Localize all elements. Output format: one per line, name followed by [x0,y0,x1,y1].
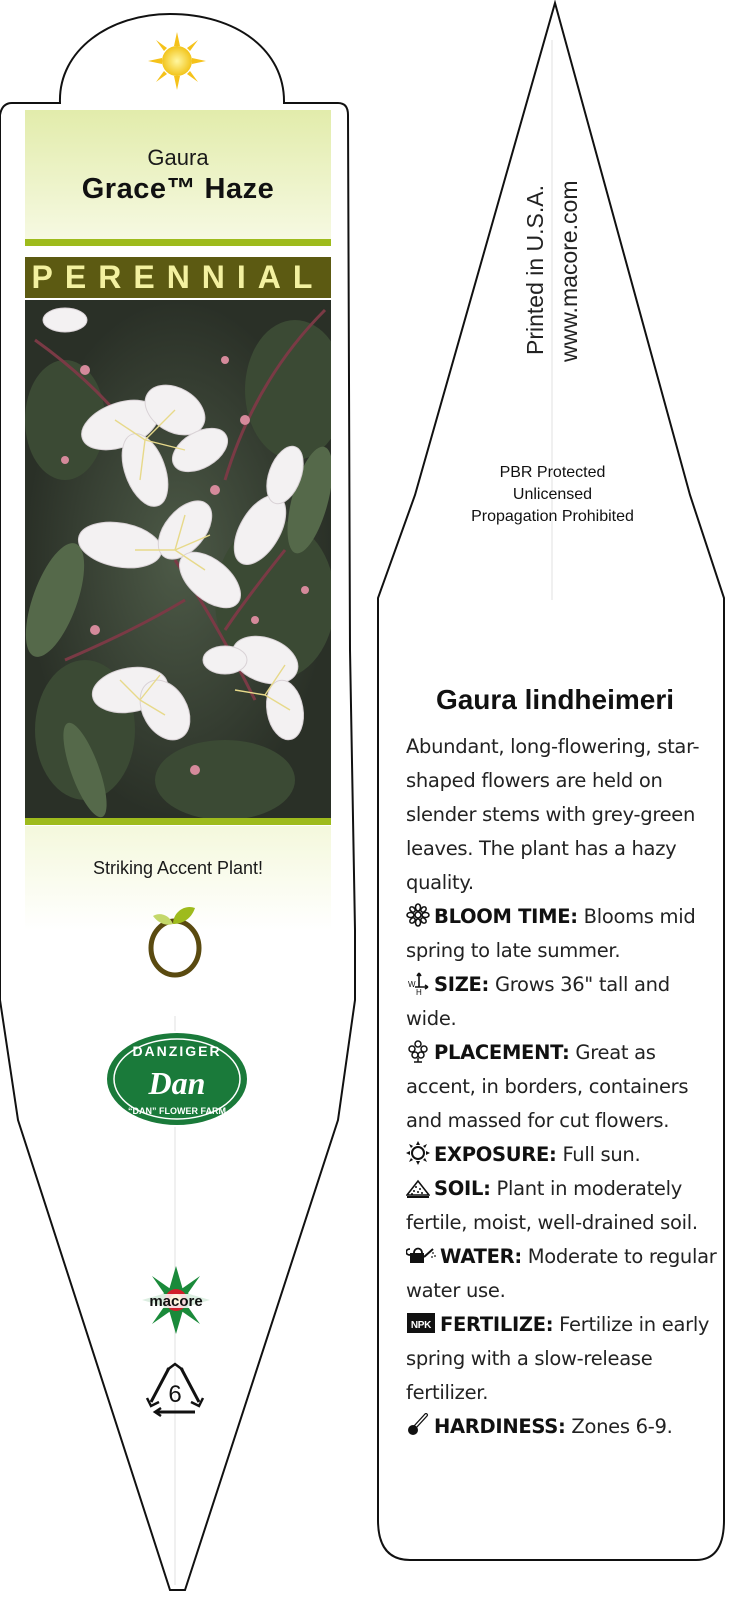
size-icon-w: W [408,980,416,989]
attribute-soil [406,1172,726,1240]
attribute-text: Full sun. [556,1143,641,1166]
pbr-line: Propagation Prohibited [471,508,634,525]
attribute-label: BLOOM TIME: [434,905,578,928]
attribute-label: FERTILIZE: [440,1313,554,1336]
sun-icon [406,1141,430,1165]
npk-icon [406,1311,436,1335]
description-text: Abundant, long-flowering, star-shaped flowers are held on slender stems with grey-green leaves. The plant has a hazy quality. [406,735,700,894]
website-text: www.macore.com [556,180,582,362]
attribute-text: Grows 36" tall and wide. [406,973,670,1030]
header-divider [25,239,331,246]
pbr-line: PBR Protected [499,464,606,481]
size-icon-h: H [416,988,422,995]
attribute-label: WATER: [440,1245,522,1268]
attribute-water [406,1240,726,1308]
sprout-icon [143,902,213,978]
attribute-hardiness [406,1410,726,1444]
attribute-text: Blooms mid spring to late summer. [406,905,696,962]
dan-wordmark: Dan [148,1065,206,1101]
plant-type-band: PERENNIAL [25,257,331,298]
attribute-label: HARDINESS: [434,1415,566,1438]
pbr-notice [450,462,655,528]
photo-divider [25,818,331,825]
recycle-icon [143,1362,207,1418]
tagline: Striking Accent Plant! [92,858,264,878]
watering-can-icon [406,1243,436,1267]
soil-icon [406,1175,430,1199]
printed-in-text: Printed in U.S.A. [522,184,548,355]
attribute-placement [406,1036,726,1138]
botanical-name: Gaura lindheimeri [435,684,675,715]
attribute-text: Zones 6-9. [565,1415,673,1438]
attribute-label: SIZE: [434,973,490,996]
macore-wordmark: macore [149,1293,203,1310]
npk-icon-text: NPK [410,1320,432,1331]
attribute-label: EXPOSURE: [434,1143,557,1166]
size-icon [406,971,430,995]
attribute-text: Fertilize in early spring with a slow-release fertilizer. [406,1313,710,1404]
attribute-text: Moderate to regular water use. [406,1245,717,1302]
macore-logo [128,1264,224,1344]
pbr-line: Unlicensed [512,486,593,503]
thermometer-icon [406,1413,430,1437]
plant-photo [25,300,331,818]
recycle-number: 6 [168,1381,182,1408]
attribute-label: PLACEMENT: [434,1041,570,1064]
attribute-text: Plant in moderately fertile, moist, well-drained soil. [406,1177,698,1234]
placement-icon [406,1039,430,1063]
attribute-exposure [406,1138,726,1172]
attribute-fertilize [406,1308,726,1410]
genus-name: Gaura [147,145,209,170]
attribute-bloom-time [406,900,726,968]
attribute-size [406,968,726,1036]
danziger-wordmark: DANZIGER [132,1043,222,1059]
cultivar-name: Grace™ Haze [81,173,275,205]
dan-flower-farm-text: “DAN” FLOWER FARM [128,1106,226,1116]
attribute-label: SOIL: [434,1177,491,1200]
flower-icon [406,903,430,927]
sun-icon [146,30,208,92]
attribute-text: Great as accent, in borders, containers and massed for cut flowers. [406,1041,689,1132]
plant-description [406,730,726,1444]
danziger-logo [104,1030,250,1128]
